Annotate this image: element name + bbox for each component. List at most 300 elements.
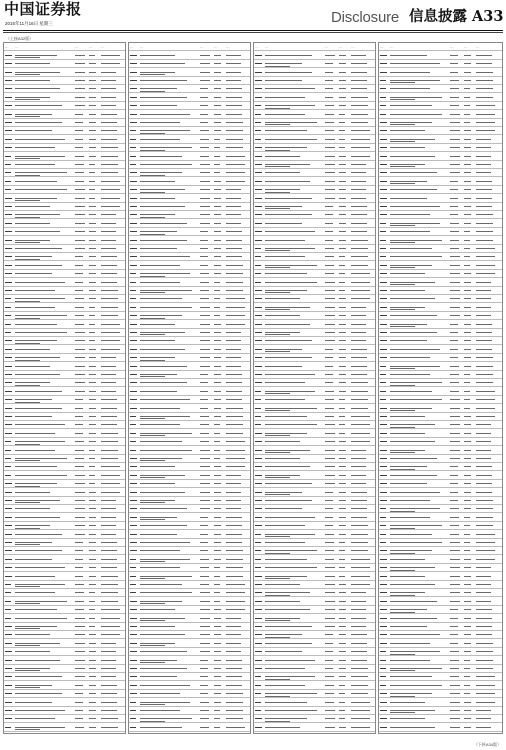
illegible-text-mark [464,315,471,316]
table-row [4,60,125,68]
illegible-text-mark [214,676,221,677]
illegible-text-mark [15,240,50,241]
illegible-text-mark [130,550,137,551]
table-row [129,513,250,521]
illegible-text-mark [140,576,192,577]
illegible-text-mark [339,130,345,131]
illegible-text-mark [200,315,210,316]
illegible-text-mark [380,609,387,610]
illegible-text-mark [339,534,346,535]
illegible-text-mark [101,114,117,115]
illegible-text-mark [226,366,241,367]
illegible-text-mark [101,97,116,98]
illegible-text-mark [5,88,12,89]
illegible-text-mark [380,97,386,98]
illegible-text-mark [380,727,387,728]
illegible-text-mark [339,559,345,560]
illegible-text-mark [325,685,334,686]
illegible-text-mark [265,208,290,209]
illegible-text-mark [214,550,221,551]
illegible-text-mark [101,618,120,619]
illegible-text-mark [339,492,346,493]
illegible-text-mark [265,231,315,232]
table-row [254,438,375,446]
table-row [4,161,125,169]
illegible-text-mark [380,332,387,333]
illegible-text-mark [15,416,52,417]
illegible-text-mark [200,450,210,451]
illegible-text-mark [15,63,50,64]
illegible-text-mark [255,466,262,467]
table-row [4,93,125,101]
illegible-text-mark [380,492,387,493]
table-row [254,488,375,496]
table-row [379,581,502,589]
illegible-text-mark [339,584,346,585]
illegible-text-mark [464,693,470,694]
table-row [129,135,250,143]
illegible-text-mark [464,114,470,115]
illegible-text-mark [130,374,137,375]
illegible-text-mark [15,57,40,58]
table-row [129,329,250,337]
illegible-text-mark [390,553,415,554]
illegible-text-mark [101,374,116,375]
table-row [254,278,375,286]
illegible-text-mark [380,685,386,686]
table-row [379,110,502,118]
illegible-text-mark [226,508,241,509]
illegible-text-mark [450,181,458,182]
table-cell-id: … [130,45,134,49]
illegible-text-mark [325,122,334,123]
illegible-text-mark [339,441,346,442]
table-row [129,371,250,379]
illegible-text-mark [89,416,96,417]
table-row [4,387,125,395]
illegible-text-mark [130,340,137,341]
illegible-text-mark [339,727,346,728]
illegible-text-mark [89,710,96,711]
illegible-text-mark [101,273,117,274]
illegible-text-mark [226,324,245,325]
table-row [254,270,375,278]
illegible-text-mark [476,685,495,686]
illegible-text-mark [450,517,459,518]
illegible-text-mark [15,486,40,487]
illegible-text-mark [255,416,261,417]
illegible-text-mark [450,189,458,190]
illegible-text-mark [325,181,335,182]
table-row [254,93,375,101]
illegible-text-mark [265,576,307,577]
illegible-text-mark [450,634,458,635]
illegible-text-mark [101,122,117,123]
table-row [129,177,250,185]
illegible-text-mark [450,130,460,131]
illegible-text-mark [390,676,432,677]
illegible-text-mark [265,536,290,537]
illegible-text-mark [226,668,242,669]
table-row [4,539,125,547]
illegible-text-mark [214,399,221,400]
illegible-text-mark [89,559,96,560]
illegible-text-mark [476,693,495,694]
illegible-text-mark [140,416,190,417]
illegible-text-mark [75,567,83,568]
illegible-text-mark [351,366,367,367]
illegible-text-mark [380,534,386,535]
illegible-text-mark [15,643,60,644]
illegible-text-mark [464,130,471,131]
illegible-text-mark [75,450,84,451]
illegible-text-mark [476,634,492,635]
illegible-text-mark [265,441,300,442]
illegible-text-mark [140,534,177,535]
illegible-text-mark [75,156,84,157]
illegible-text-mark [130,408,137,409]
table-row [129,564,250,572]
table-row [254,144,375,152]
illegible-text-mark [380,164,387,165]
illegible-text-mark [15,231,60,232]
illegible-text-mark [226,349,241,350]
illegible-text-mark [140,634,185,635]
illegible-text-mark [140,685,190,686]
illegible-text-mark [140,643,175,644]
illegible-text-mark [380,441,387,442]
table-row [4,186,125,194]
table-cell-name: … [390,45,394,49]
illegible-text-mark [75,298,84,299]
illegible-text-mark [75,315,84,316]
illegible-text-mark [75,231,85,232]
illegible-text-mark [476,416,495,417]
illegible-text-mark [339,609,346,610]
illegible-text-mark [476,349,492,350]
illegible-text-mark [130,542,137,543]
illegible-text-mark [214,483,221,484]
illegible-text-mark [15,718,55,719]
illegible-text-mark [390,584,435,585]
illegible-text-mark [476,508,493,509]
illegible-text-mark [75,643,85,644]
illegible-text-mark [390,55,427,56]
illegible-text-mark [390,399,442,400]
illegible-text-mark [325,424,335,425]
illegible-text-mark [464,256,470,257]
illegible-text-mark [390,282,435,283]
table-row [129,186,250,194]
illegible-text-mark [351,214,367,215]
illegible-text-mark [130,366,137,367]
illegible-text-mark [351,189,366,190]
illegible-text-mark [464,685,470,686]
illegible-text-mark [464,660,470,661]
illegible-text-mark [351,525,368,526]
illegible-text-mark [351,357,367,358]
illegible-text-mark [226,290,243,291]
illegible-text-mark [5,290,12,291]
table-row [129,589,250,597]
illegible-text-mark [89,139,96,140]
illegible-text-mark [5,349,12,350]
illegible-text-mark [464,408,470,409]
illegible-text-mark [339,483,346,484]
illegible-text-mark [140,710,180,711]
illegible-text-mark [101,156,118,157]
illegible-text-mark [101,466,120,467]
illegible-text-mark [15,366,50,367]
illegible-text-mark [200,231,208,232]
illegible-text-mark [214,584,220,585]
illegible-text-mark [380,55,387,56]
illegible-text-mark [325,382,333,383]
table-row [129,152,250,160]
illegible-text-mark [214,240,221,241]
illegible-text-mark [214,441,220,442]
illegible-text-mark [339,80,346,81]
illegible-text-mark [200,651,210,652]
table-row [129,85,250,93]
illegible-text-mark [351,702,370,703]
illegible-text-mark [255,475,262,476]
illegible-text-mark [380,290,387,291]
table-row [254,110,375,118]
illegible-text-mark [390,63,440,64]
illegible-text-mark [476,534,495,535]
illegible-text-mark [339,97,346,98]
illegible-text-mark [89,63,96,64]
illegible-text-mark [5,357,12,358]
table-row [254,648,375,656]
illegible-text-mark [351,685,368,686]
illegible-text-mark [450,164,460,165]
table-row [129,623,250,631]
table-row [4,219,125,227]
illegible-text-mark [200,130,209,131]
table-row [129,354,250,362]
illegible-text-mark [15,332,67,333]
illegible-text-mark [15,676,62,677]
table-row [129,597,250,605]
illegible-text-mark [5,332,11,333]
illegible-text-mark [214,626,221,627]
illegible-text-mark [214,693,221,694]
illegible-text-mark [140,74,165,75]
illegible-text-mark [89,424,96,425]
illegible-text-mark [325,282,335,283]
illegible-text-mark [265,718,307,719]
illegible-text-mark [226,399,242,400]
illegible-text-mark [214,357,221,358]
table-row [254,245,375,253]
illegible-text-mark [130,517,137,518]
illegible-text-mark [255,534,261,535]
table-row [254,547,375,555]
illegible-text-mark [226,357,241,358]
table-row [4,698,125,706]
table-row [129,429,250,437]
illegible-text-mark [476,466,492,467]
illegible-text-mark [325,366,333,367]
table-cell-date1: … [325,45,329,49]
illegible-text-mark [226,609,245,610]
table-row [129,396,250,404]
illegible-text-mark [265,634,302,635]
illegible-text-mark [325,147,335,148]
illegible-text-mark [325,206,333,207]
illegible-text-mark [450,592,460,593]
illegible-text-mark [130,634,137,635]
illegible-text-mark [226,693,243,694]
illegible-text-mark [476,727,491,728]
illegible-text-mark [15,460,40,461]
illegible-text-mark [464,172,471,173]
illegible-text-mark [450,97,459,98]
illegible-text-mark [214,634,221,635]
illegible-text-mark [464,55,471,56]
illegible-text-mark [255,702,261,703]
illegible-text-mark [380,651,386,652]
illegible-text-mark [325,198,335,199]
illegible-text-mark [130,500,137,501]
illegible-text-mark [464,282,471,283]
illegible-text-mark [200,441,209,442]
table-row [4,497,125,505]
illegible-text-mark [200,483,210,484]
illegible-text-mark [464,424,471,425]
illegible-text-mark [464,718,471,719]
illegible-text-mark [89,492,96,493]
illegible-text-mark [214,80,221,81]
table-row [129,665,250,673]
illegible-text-mark [214,374,221,375]
illegible-text-mark [325,130,334,131]
illegible-text-mark [464,601,471,602]
illegible-text-mark [130,114,137,115]
illegible-text-mark [200,676,208,677]
table-row [4,236,125,244]
illegible-text-mark [89,248,96,249]
illegible-text-mark [450,63,458,64]
illegible-text-mark [226,466,245,467]
illegible-text-mark [214,265,221,266]
table-cell-date2: … [464,45,468,49]
illegible-text-mark [351,517,367,518]
illegible-text-mark [265,267,290,268]
illegible-text-mark [101,349,120,350]
table-row [379,261,502,269]
illegible-text-mark [265,265,317,266]
illegible-text-mark [255,450,262,451]
illegible-text-mark [265,105,315,106]
illegible-text-mark [265,122,317,123]
table-row [129,228,250,236]
illegible-text-mark [130,206,137,207]
illegible-text-mark [380,424,387,425]
illegible-text-mark [5,282,12,283]
illegible-text-mark [255,660,262,661]
table-row [4,177,125,185]
illegible-text-mark [351,172,366,173]
illegible-text-mark [200,97,208,98]
illegible-text-mark [351,399,368,400]
table-row [129,261,250,269]
illegible-text-mark [380,114,386,115]
illegible-text-mark [390,242,415,243]
illegible-text-mark [214,567,220,568]
illegible-text-mark [15,265,62,266]
illegible-text-mark [476,408,495,409]
table-row [254,68,375,76]
illegible-text-mark [200,164,210,165]
illegible-text-mark [325,374,333,375]
table-row [4,463,125,471]
illegible-text-mark [390,265,432,266]
illegible-text-mark [5,130,12,131]
illegible-text-mark [89,214,96,215]
illegible-text-mark [140,559,190,560]
illegible-text-mark [390,139,435,140]
table-row [254,354,375,362]
illegible-text-mark [265,80,302,81]
illegible-text-mark [390,693,432,694]
illegible-text-mark [464,651,471,652]
illegible-text-mark [89,609,95,610]
illegible-text-mark [476,366,493,367]
illegible-text-mark [380,500,387,501]
illegible-text-mark [200,710,209,711]
illegible-text-mark [265,693,317,694]
illegible-text-mark [325,500,333,501]
illegible-text-mark [214,223,221,224]
illegible-text-mark [140,217,165,218]
illegible-text-mark [75,550,83,551]
illegible-text-mark [75,332,85,333]
illegible-text-mark [89,550,96,551]
illegible-text-mark [214,181,221,182]
illegible-text-mark [214,651,221,652]
illegible-text-mark [5,626,12,627]
illegible-text-mark [89,441,96,442]
table-row [254,505,375,513]
illegible-text-mark [450,55,458,56]
illegible-text-mark [89,114,96,115]
illegible-text-mark [255,424,261,425]
illegible-text-mark [140,435,165,436]
illegible-text-mark [265,63,302,64]
table-row [379,648,502,656]
illegible-text-mark [214,718,220,719]
illegible-text-mark [351,626,366,627]
table-row [379,144,502,152]
illegible-text-mark [339,290,345,291]
table-row [379,497,502,505]
illegible-text-mark [476,130,495,131]
illegible-text-mark [265,685,305,686]
table-row [379,329,502,337]
table-row [379,555,502,563]
illegible-text-mark [15,175,40,176]
illegible-text-mark [15,172,67,173]
table-row [254,539,375,547]
illegible-text-mark [200,601,210,602]
illegible-text-mark [380,63,387,64]
illegible-text-mark [265,595,290,596]
table-row [129,446,250,454]
table-row [379,614,502,622]
